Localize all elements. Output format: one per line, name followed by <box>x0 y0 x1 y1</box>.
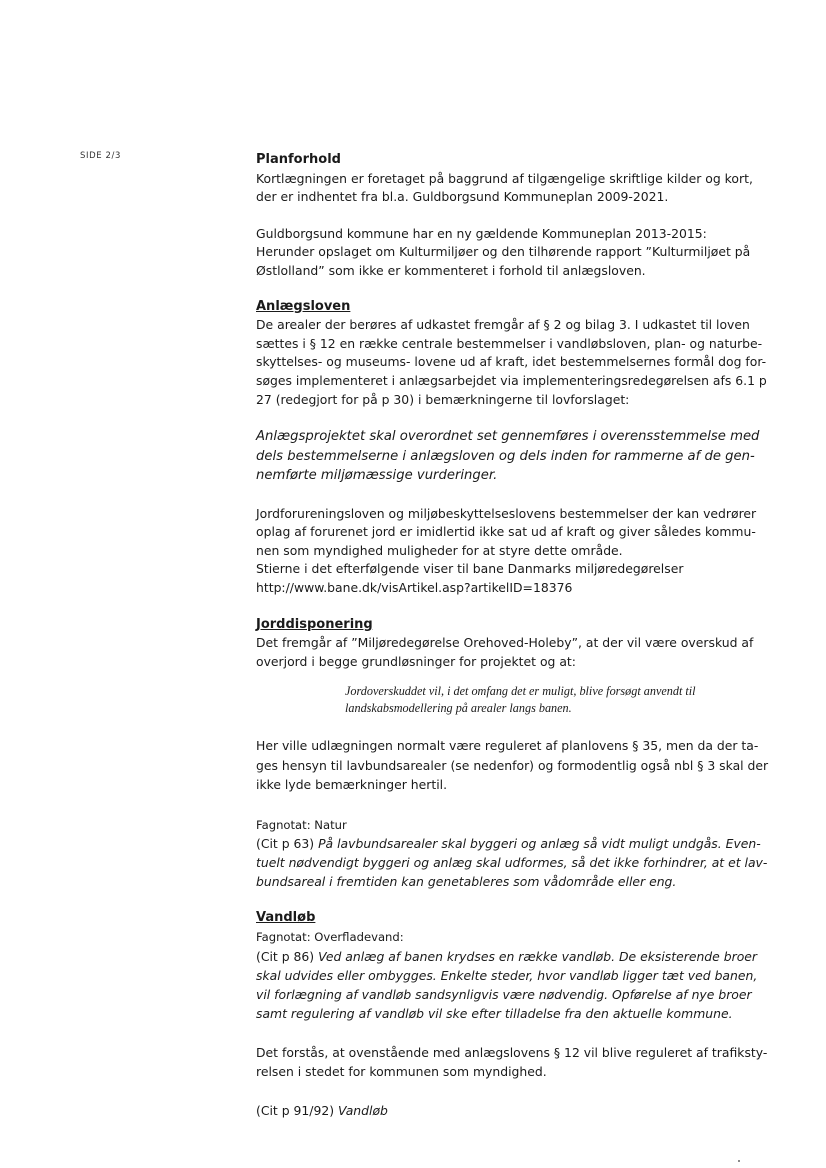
text-line: nemførte miljømæssige vurderinger. <box>256 468 498 484</box>
text-line: Stierne i det efterfølgende viser til bane Danmarks miljøredegørelser <box>256 561 684 577</box>
citation <box>256 1102 786 1121</box>
text-line: På lavbundsarealer skal byggeri og anlæg så vidt muligt undgås. Even- <box>318 836 761 852</box>
text-line: Guldborgsund kommune har en ny gældende Kommuneplan 2013-2015: <box>256 225 707 241</box>
citation-ref: (Cit p 86) <box>256 948 319 964</box>
heading-vandlob: Vandløb <box>256 910 316 926</box>
fagnotat-label: Fagnotat: Overfladevand: <box>256 930 404 945</box>
text-line: bundsareal i fremtiden kan genetableres som vådområde eller eng. <box>256 874 677 890</box>
quote <box>256 683 765 717</box>
text-line: Vandløb <box>338 1102 388 1118</box>
text-line: tuelt nødvendigt byggeri og anlæg skal udformes, så det ikke forhindrer, at et lav- <box>256 855 768 871</box>
paragraph <box>256 634 786 671</box>
page-number: SIDE 2/3 <box>80 151 121 161</box>
text-line: ges hensyn til lavbundsarealer (se nedenfor) og formodentlig også nbl § 3 skal der <box>256 757 769 773</box>
text-line: nen som myndighed muligheder for at styre dette område. <box>256 542 623 558</box>
heading-anlaegsloven: Anlægsloven <box>256 298 351 314</box>
paragraph <box>256 170 786 207</box>
text-line: Herunder opslaget om Kulturmiljøer og den tilhørende rapport ”Kulturmiljøet på <box>256 244 751 260</box>
paragraph <box>256 736 786 795</box>
paragraph <box>256 1043 786 1082</box>
fagnotat-label: Fagnotat: Natur <box>256 817 347 832</box>
text-line: ikke lyde bemærkninger hertil. <box>256 777 448 793</box>
paragraph <box>256 316 786 409</box>
citation <box>256 834 786 891</box>
paragraph <box>256 225 786 281</box>
document-body <box>256 151 786 1120</box>
text-line: søges implementeret i anlægsarbejdet via implementeringsredegørelsen afs 6.1 p <box>256 372 767 388</box>
text-line: Anlægsprojektet skal overordnet set gennemføres i overensstemmelse med <box>256 429 760 445</box>
paragraph <box>256 505 786 598</box>
text-line: overjord i begge grundløsninger for projektet og at: <box>256 653 576 669</box>
text-line: sættes i § 12 en række centrale bestemmelser i vandløbsloven, plan- og naturbe- <box>256 335 763 351</box>
text-line: Østlolland” som ikke er kommenteret i forhold til anlægsloven. <box>256 262 646 278</box>
citation-ref: (Cit p 63) <box>256 836 319 852</box>
text-line: 27 (redegjort for på p 30) i bemærkningerne til lovforslaget: <box>256 391 630 407</box>
scan-speck <box>738 1160 740 1162</box>
url-text: http://www.bane.dk/visArtikel.asp?artikelID=18376 <box>256 580 573 595</box>
text-line: Kortlægningen er foretaget på baggrund af tilgængelige skriftlige kilder og kort, <box>256 170 753 186</box>
text-line: vil forlægning af vandløb sandsynligvis være nødvendig. Opførelse af nye broer <box>256 986 752 1002</box>
text-line: samt regulering af vandløb vil ske efter tilladelse fra den aktuelle kommune. <box>256 1005 733 1021</box>
text-line: Her ville udlægningen normalt være reguleret af planlovens § 35, men da der ta- <box>256 738 759 754</box>
text-line: landskabsmodellering på arealer langs banen. <box>345 701 572 716</box>
text-line: skal udvides eller ombygges. Enkelte steder, hvor vandløb ligger tæt ved banen, <box>256 967 758 983</box>
text-line: Det fremgår af ”Miljøredegørelse Orehoved-Holeby”, at der vil være overskud af <box>256 635 754 651</box>
heading-jorddisponering: Jorddisponering <box>256 616 373 632</box>
heading-planforhold: Planforhold <box>256 152 341 167</box>
text-line: oplag af forurenet jord er imidlertid ikke sat ud af kraft og giver således kommu- <box>256 524 756 540</box>
text-line: dels bestemmelserne i anlægsloven og dels inden for rammerne af de gen- <box>256 448 755 464</box>
text-line: Jordforureningsloven og miljøbeskyttelseslovens bestemmelser der kan vedrører <box>256 505 757 521</box>
citation-ref: (Cit p 91/92) <box>256 1102 339 1118</box>
text-line: skyttelses- og museums- lovene ud af kraft, idet bestemmelsernes formål dog for- <box>256 354 767 370</box>
text-line: relsen i stedet for kommunen som myndighed. <box>256 1064 547 1080</box>
text-line: Det forstås, at ovenstående med anlægslovens § 12 vil blive reguleret af trafiksty- <box>256 1044 768 1060</box>
quote <box>256 427 786 486</box>
text-line: Jordoverskuddet vil, i det omfang det er muligt, blive forsøgt anvendt til <box>345 684 696 699</box>
text-line: der er indhentet fra bl.a. Guldborgsund Kommuneplan 2009-2021. <box>256 189 669 205</box>
citation <box>256 947 786 1023</box>
text-line: Ved anlæg af banen krydses en række vandløb. De eksisterende broer <box>318 948 757 964</box>
text-line: De arealer der berøres af udkastet fremgår af § 2 og bilag 3. I udkastet til loven <box>256 317 750 333</box>
